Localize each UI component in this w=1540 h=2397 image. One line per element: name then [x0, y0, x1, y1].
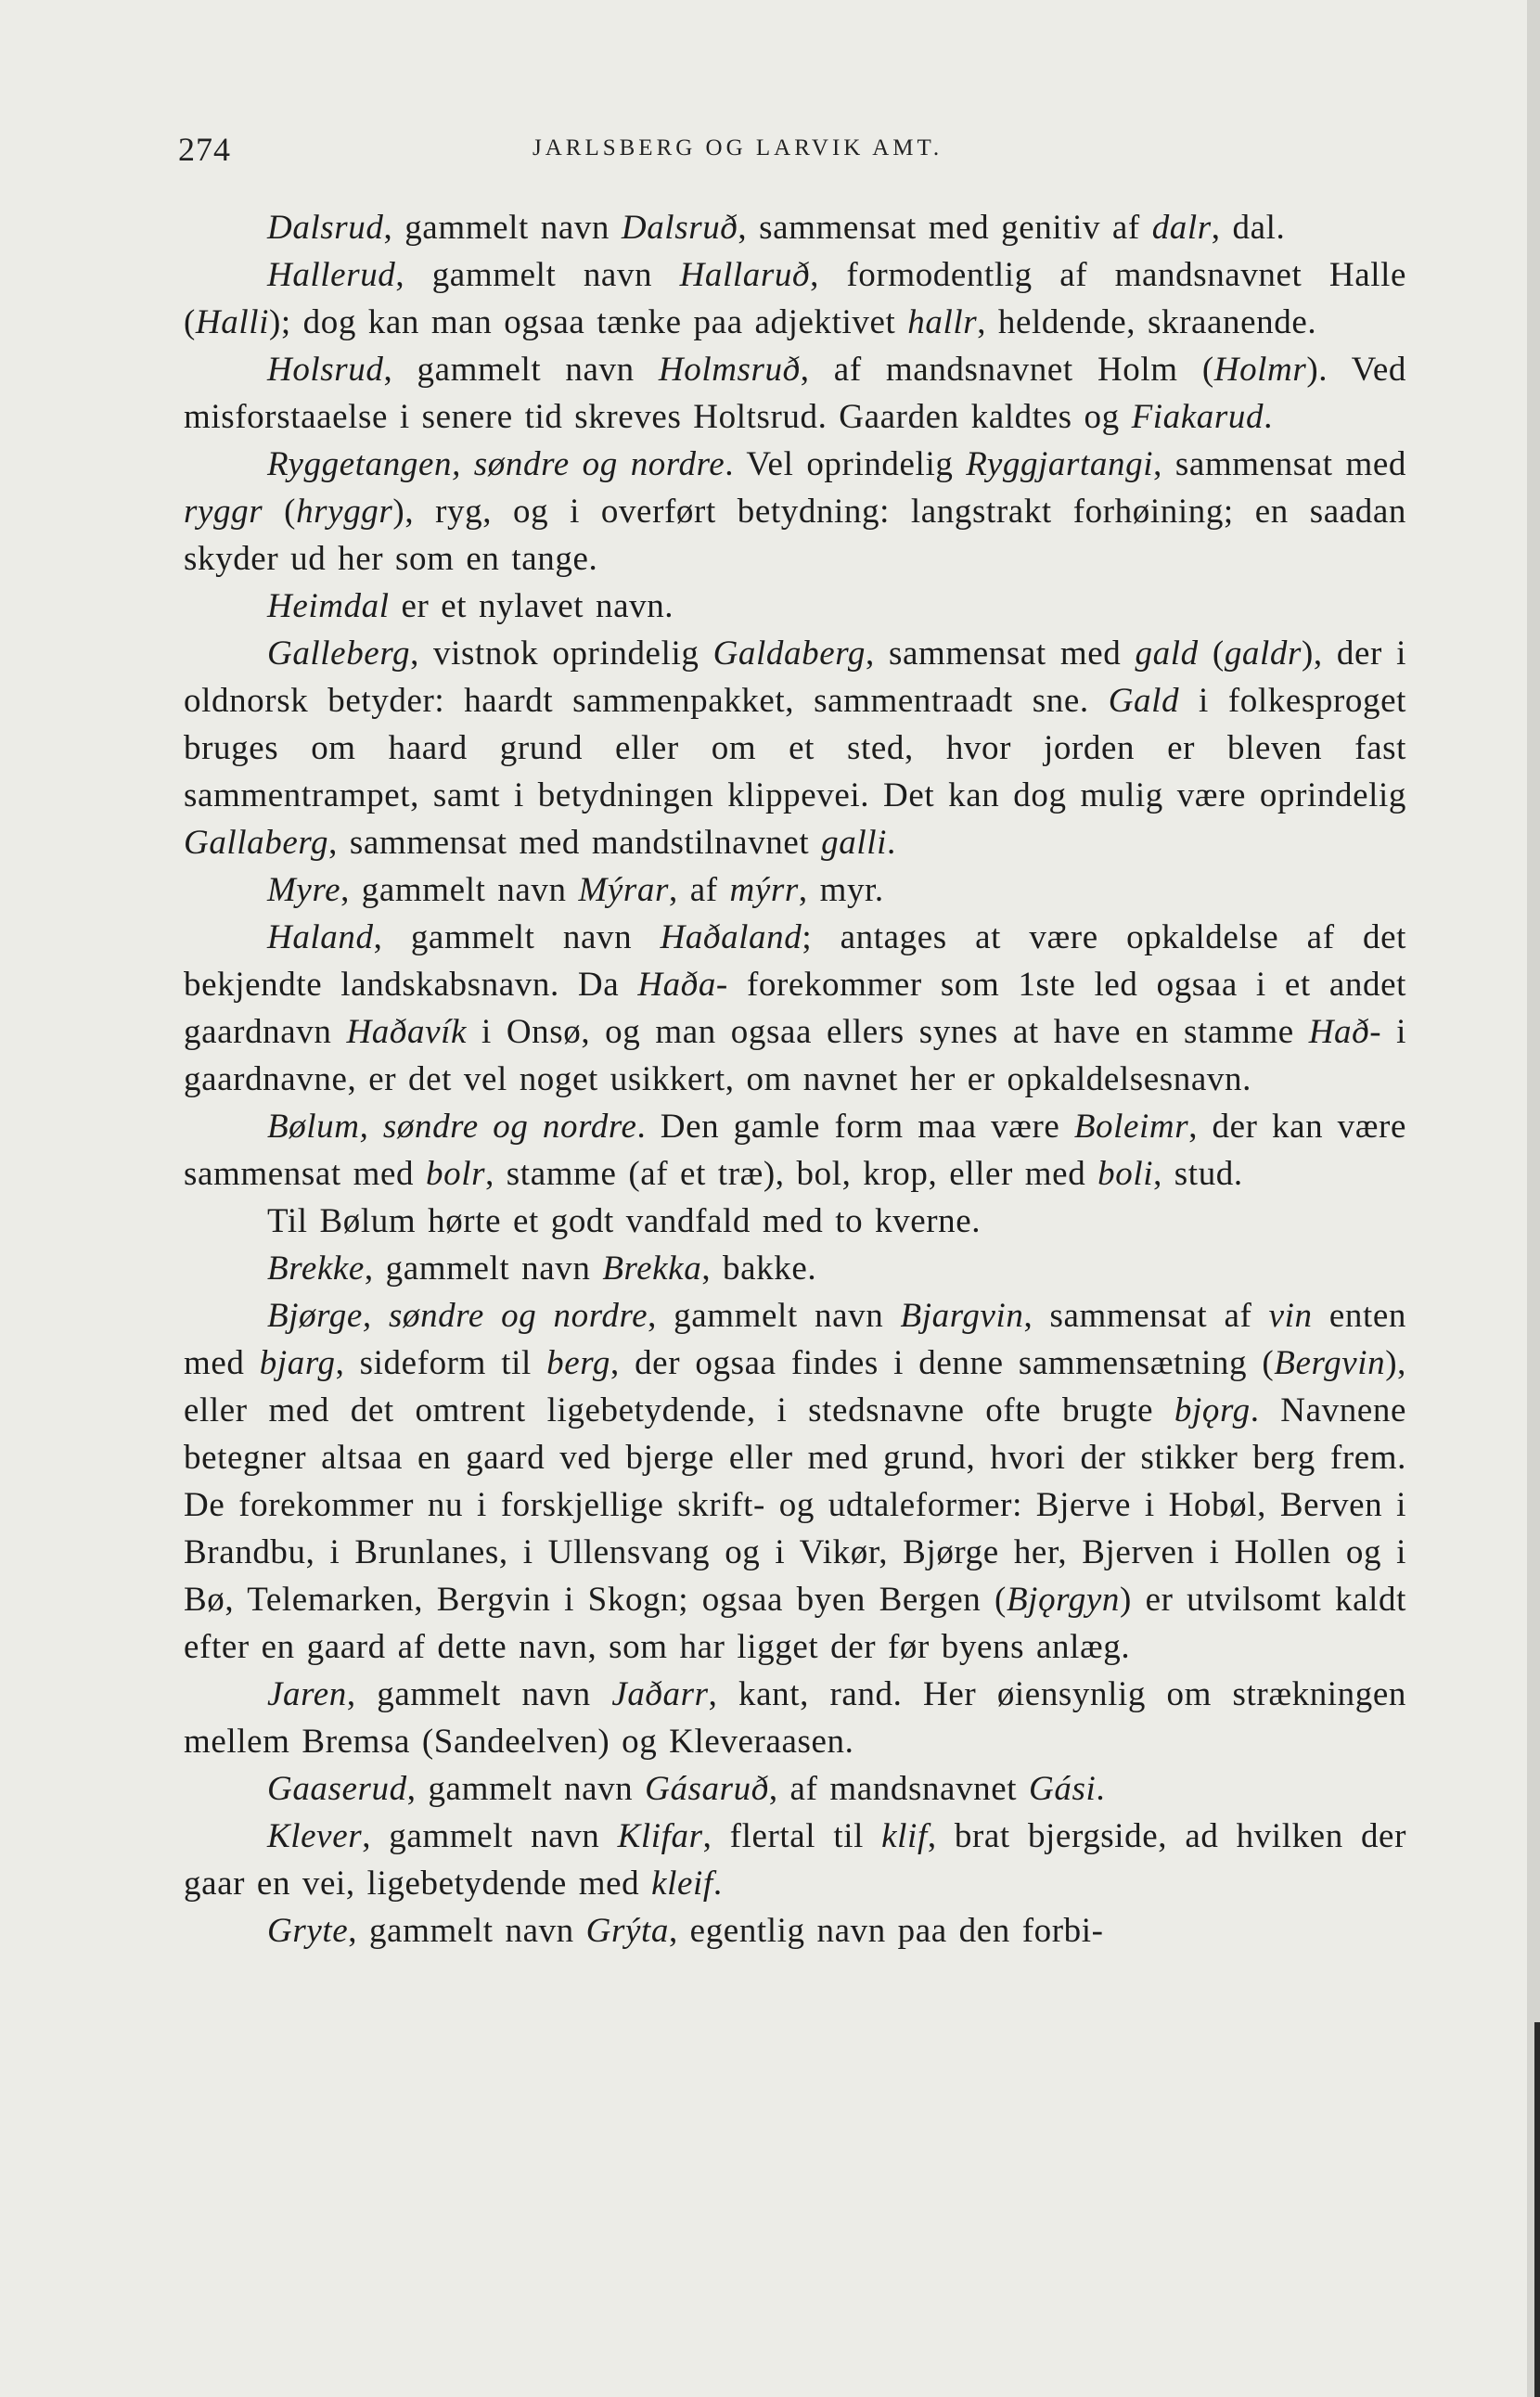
text-run: , sammensat med genitiv af	[738, 209, 1152, 247]
text-run: , sammensat med mandstilnavnet	[328, 824, 822, 862]
text-run: , gammelt navn	[346, 1675, 612, 1713]
paragraph-hallerud	[184, 251, 1406, 346]
text-run: , gammelt navn	[406, 1770, 646, 1808]
italic-term: Holmr	[1213, 351, 1307, 389]
italic-term: Bjørge, søndre og nordre	[267, 1297, 648, 1335]
text-run: , gammelt navn	[364, 1250, 603, 1288]
italic-term: Hallerud	[267, 256, 396, 294]
italic-term: Hað-	[1308, 1013, 1382, 1051]
italic-term: kleif	[651, 1865, 713, 1903]
italic-term: gald	[1135, 634, 1199, 673]
italic-term: Haland	[267, 918, 374, 956]
italic-term: Halli	[195, 303, 269, 341]
italic-term: Ryggetangen, søndre og nordre	[267, 445, 725, 483]
paragraph-bolum	[184, 1103, 1406, 1198]
text-run: .	[1096, 1770, 1106, 1808]
body-text	[184, 204, 1406, 1955]
italic-term: Heimdal	[267, 587, 390, 625]
text-run: (	[1198, 634, 1225, 673]
italic-term: klif	[881, 1817, 928, 1855]
italic-term: Gallaberg	[184, 824, 329, 862]
text-run: , af	[669, 871, 730, 909]
text-run: , heldende, skraanende.	[977, 303, 1317, 341]
text-run: .	[712, 1865, 723, 1903]
text-run: , gammelt navn	[340, 871, 579, 909]
text-run: . Vel oprindelig	[725, 445, 967, 483]
text-run: , stud.	[1153, 1155, 1243, 1193]
text-run: enten med	[184, 1297, 1406, 1382]
text-run: , kant, rand. Her øiensynlig om strækningen mellem Bremsa (Sandeelven) og Kleveraasen.	[184, 1675, 1407, 1761]
italic-term: Bølum, søndre og nordre	[267, 1108, 637, 1146]
italic-term: Grýta	[585, 1912, 669, 1950]
paragraph-jaren	[184, 1671, 1406, 1765]
text-run: er et nylavet navn.	[389, 587, 674, 625]
italic-term: Haða-	[637, 966, 728, 1004]
italic-term: Bergvin	[1274, 1344, 1386, 1382]
italic-term: vin	[1268, 1297, 1313, 1335]
italic-term: Brekka	[602, 1250, 702, 1288]
paragraph-bjorge	[184, 1292, 1406, 1671]
italic-term: Klever	[267, 1817, 363, 1855]
italic-term: galli	[821, 824, 888, 862]
text-run: , flertal til	[702, 1817, 882, 1855]
italic-term: Boleimr	[1073, 1108, 1189, 1146]
page-header	[178, 130, 1403, 176]
text-run: (	[263, 493, 297, 531]
text-run: . Den gamle form maa være	[636, 1108, 1074, 1146]
italic-term: Galdaberg	[712, 634, 866, 673]
text-run: , dal.	[1211, 209, 1286, 247]
italic-term: bjarg	[259, 1344, 336, 1382]
paragraph-dalsrud	[184, 204, 1406, 251]
text-run: i folkesproget bruges om haard grund eller om et sted, hvor jorden er bleven fast sammentrampet, samt i betydningen klippevei. Det kan dog mulig være oprindelig	[184, 682, 1406, 814]
italic-term: Haðaland	[660, 918, 802, 956]
italic-term: Brekke	[267, 1250, 365, 1288]
text-run: i Onsø, og man ogsaa ellers synes at have en stamme	[467, 1013, 1309, 1051]
italic-term: dalr	[1151, 209, 1212, 247]
italic-term: Dalsrud	[267, 209, 384, 247]
italic-term: berg	[546, 1344, 610, 1382]
italic-term: Gald	[1108, 682, 1180, 720]
italic-term: Hallaruð	[679, 256, 811, 294]
paragraph-heimdal	[184, 583, 1406, 630]
text-run: , gammelt navn	[383, 351, 659, 389]
page-edge-shadow	[1534, 2022, 1540, 2397]
text-run: , af mandsnavnet	[768, 1770, 1030, 1808]
italic-term: Holsrud	[267, 351, 384, 389]
text-run: i gaardnavne, er det vel noget usikkert, om navnet her er opkaldelsesnavn.	[184, 1013, 1407, 1098]
italic-term: hallr	[907, 303, 978, 341]
text-run: ), eller med det omtrent ligebetydende, i stedsnavne ofte brugte	[184, 1344, 1406, 1429]
italic-term: Gásaruð	[645, 1770, 769, 1808]
italic-term: Haðavík	[346, 1013, 468, 1051]
text-run: , der ogsaa findes i denne sammensætning (	[610, 1344, 1275, 1382]
text-run: , af mandsnavnet Holm (	[800, 351, 1214, 389]
text-run: , brat bjergside, ad hvilken der gaar en vei, ligebetydende med	[184, 1817, 1407, 1903]
paragraph-brekke	[184, 1245, 1406, 1292]
italic-term: Klifar	[617, 1817, 703, 1855]
text-run: ). Ved misforstaaelse i senere tid skreves Holtsrud. Gaarden kaldtes og	[184, 351, 1407, 436]
italic-term: Gási	[1029, 1770, 1097, 1808]
text-run: , formodentlig af mandsnavnet Halle (	[184, 256, 1406, 341]
italic-term: mýrr	[729, 871, 799, 909]
italic-term: Ryggjartangi	[966, 445, 1154, 483]
paragraph-myre	[184, 866, 1406, 914]
running-head: JARLSBERG OG LARVIK AMT.	[533, 135, 943, 160]
text-run: , vistnok oprindelig	[410, 634, 713, 673]
paragraph-haland	[184, 914, 1406, 1103]
text-run: .	[1264, 398, 1273, 436]
paragraph-klever	[184, 1813, 1406, 1907]
italic-term: bjǫrg	[1174, 1391, 1251, 1429]
text-run: , gammelt navn	[395, 256, 680, 294]
text-run: , gammelt navn	[373, 918, 661, 956]
text-run: , sammensat med	[1153, 445, 1407, 483]
italic-term: bolr	[426, 1155, 486, 1193]
paragraph-ryggetangen	[184, 441, 1406, 583]
text-run: , stamme (af et træ), bol, krop, eller med	[485, 1155, 1098, 1193]
text-run: , sideform til	[335, 1344, 547, 1382]
text-run: . Navnene betegner altsaa en gaard ved bjerge eller med grund, hvori der stikker berg frem. De forekommer nu i forskjellige skrift- og udtaleformer: Bjerve i Hobøl, Berven i Brandbu, i Brunlanes, i Ullensvang og i Vikør, Bjørge her, Bjerven i Hollen og i Bø, Telemarken, Bergvin i Skogn; ogsaa byen Bergen (	[184, 1391, 1406, 1619]
text-run: ; antages at være opkaldelse af det bekjendte landskabsnavn. Da	[184, 918, 1407, 1004]
italic-term: Bjǫrgyn	[1006, 1581, 1121, 1619]
text-run: forekommer som 1ste led ogsaa i et andet gaardnavn	[184, 966, 1406, 1051]
text-run: , bakke.	[701, 1250, 817, 1288]
italic-term: Gaaserud	[267, 1770, 407, 1808]
italic-term: hryggr	[296, 493, 393, 531]
text-run: ) er utvilsomt kaldt efter en gaard af dette navn, som har ligget der før byens anlæg.	[184, 1581, 1406, 1666]
italic-term: Bjargvin	[900, 1297, 1024, 1335]
italic-term: Dalsruð	[621, 209, 738, 247]
text-run: .	[887, 824, 896, 862]
paragraph-galleberg	[184, 630, 1406, 866]
italic-term: Holmsruð	[658, 351, 801, 389]
text-run: , gammelt navn	[348, 1912, 586, 1950]
italic-term: boli	[1097, 1155, 1154, 1193]
text-run: ), der i oldnorsk betyder: haardt sammenpakket, sammentraadt sne.	[184, 634, 1406, 720]
italic-term: Jaðarr	[611, 1675, 709, 1713]
italic-term: galdr	[1224, 634, 1302, 673]
italic-term: ryggr	[184, 493, 263, 531]
paragraph-holsrud	[184, 346, 1406, 441]
text-run: ), ryg, og i overført betydning: langstrakt forhøining; en saadan skyder ud her som en tange.	[184, 493, 1407, 578]
text-run: , sammensat af	[1023, 1297, 1269, 1335]
italic-term: Mýrar	[578, 871, 670, 909]
italic-term: Jaren	[267, 1675, 347, 1713]
italic-term: Fiakarud	[1131, 398, 1264, 436]
italic-term: Myre	[267, 871, 341, 909]
text-run: , egentlig navn paa den forbi-	[668, 1912, 1104, 1950]
text-run: ); dog kan man ogsaa tænke paa adjektivet	[268, 303, 908, 341]
text-run: , sammensat med	[865, 634, 1136, 673]
text-run: , gammelt navn	[362, 1817, 618, 1855]
italic-term: Gryte	[267, 1912, 349, 1950]
page-number: 274	[178, 131, 231, 168]
italic-term: Galleberg	[267, 634, 411, 673]
text-run: , myr.	[798, 871, 884, 909]
text-run: , gammelt navn	[648, 1297, 901, 1335]
paragraph-gryte	[184, 1907, 1406, 1955]
paragraph-gaaserud	[184, 1765, 1406, 1813]
text-run: Til Bølum hørte et godt vandfald med to kverne.	[267, 1202, 982, 1240]
paragraph-bolum-kverne	[184, 1198, 1406, 1245]
text-run: , gammelt navn	[383, 209, 622, 247]
text-run: , der kan være sammensat med	[184, 1108, 1406, 1193]
